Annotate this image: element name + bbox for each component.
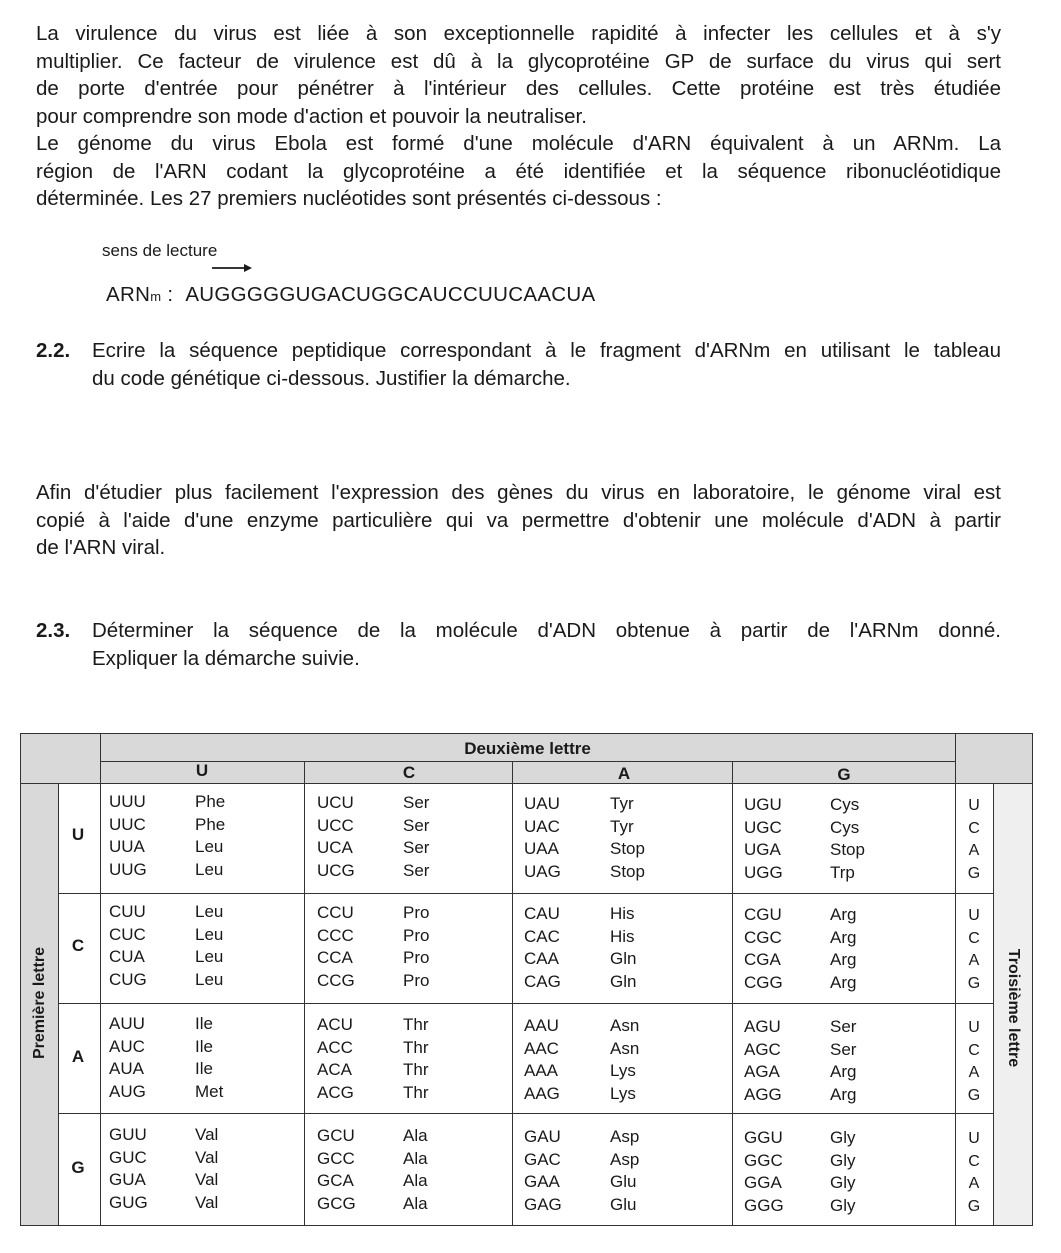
codon: GUG [109, 1192, 148, 1212]
codon-row [524, 903, 636, 926]
amino-acid: Tyr [610, 816, 634, 836]
third-letter: C [968, 929, 980, 947]
codon: CUU [109, 902, 146, 921]
codon-cell [109, 1124, 218, 1214]
codon: GUU [109, 1125, 147, 1144]
codon-row [744, 1195, 856, 1218]
second-letter-u: U [195, 761, 209, 780]
second-letter-c: C [402, 763, 416, 782]
amino-acid: Gly [830, 1150, 856, 1170]
codon-row [109, 1192, 218, 1215]
codon-row [524, 1060, 639, 1083]
arn-colon: : [161, 283, 174, 306]
codon: UAU [524, 794, 560, 813]
amino-acid: Gln [610, 949, 637, 968]
codon-cell [317, 1014, 429, 1104]
codon: AUC [109, 1036, 145, 1056]
amino-acid: Arg [830, 950, 857, 969]
amino-acid: Arg [830, 1062, 857, 1081]
codon-row [744, 972, 856, 995]
codon: UGG [744, 862, 783, 882]
amino-acid: Leu [195, 859, 224, 879]
codon: GCU [317, 1126, 355, 1145]
third-letter: A [968, 842, 980, 859]
codon-cell [109, 901, 223, 991]
codon: AAG [524, 1083, 560, 1103]
intro-line: multiplier. Ce facteur de virulence est dû à la glycoprotéine GP de surface du virus qui sert [36, 49, 1001, 73]
codon: UUG [109, 859, 147, 879]
third-letter: G [967, 1086, 981, 1104]
second-letter-header: Deuxième lettre [464, 739, 591, 758]
codon: GUC [109, 1147, 147, 1167]
amino-acid: Glu [610, 1194, 637, 1214]
amino-acid: Ala [403, 1148, 428, 1168]
codon: CCC [317, 925, 354, 945]
codon: UGA [744, 840, 781, 859]
third-letter: C [968, 819, 980, 837]
amino-acid: Ala [403, 1193, 428, 1213]
codon: UUC [109, 814, 146, 834]
intro-line: région de l'ARN codant la glycoprotéine a été identifiée et la séquence ribonucléotidique [36, 159, 1001, 183]
codon: AUG [109, 1081, 146, 1101]
codon-row [524, 793, 645, 816]
codon-row [317, 1125, 428, 1148]
third-letter: C [968, 1152, 980, 1170]
amino-acid: Arg [830, 972, 857, 992]
codon-row [109, 1124, 218, 1147]
amino-acid: Thr [403, 1015, 429, 1034]
amino-acid: Pro [403, 903, 430, 922]
intro-line: La virulence du virus est liée à son exceptionnelle rapidité à infecter les cellules et à s'y [36, 22, 1001, 45]
codon: CGU [744, 905, 782, 924]
codon: CGG [744, 972, 783, 992]
amino-acid: Glu [610, 1172, 637, 1191]
third-letter: G [967, 974, 981, 992]
amino-acid: Val [195, 1170, 219, 1189]
codon-row [524, 1194, 639, 1217]
codon-row [317, 925, 429, 948]
amino-acid: His [610, 904, 635, 923]
codon: CAU [524, 904, 560, 923]
lab-paragraph [36, 479, 1001, 562]
codon: UCG [317, 860, 355, 880]
intro-line: Le génome du virus Ebola est formé d'une molécule d'ARN équivalent à un ARNm. La [36, 132, 1001, 155]
codon-row [109, 814, 225, 837]
amino-acid: Gly [830, 1128, 856, 1147]
codon-cell [744, 904, 856, 994]
codon: AGC [744, 1039, 781, 1059]
codon: UCU [317, 793, 354, 812]
question-line: Déterminer la séquence de la molécule d'ADN obtenue à partir de l'ARNm donné. [92, 619, 1001, 642]
third-letters [964, 795, 984, 885]
reading-direction-arrow-icon [212, 263, 252, 273]
first-letter-g: G [71, 1158, 85, 1177]
question-number: 2.3. [36, 619, 71, 642]
codon-row [317, 902, 429, 925]
amino-acid: Lys [610, 1061, 636, 1080]
amino-acid: Tyr [610, 794, 634, 813]
third-letter: U [968, 1130, 980, 1147]
first-letter-c: C [71, 936, 85, 955]
amino-acid: Gly [830, 1195, 856, 1215]
intro-line: déterminée. Les 27 premiers nucléotides sont présentés ci-dessous : [36, 187, 662, 210]
third-letter: G [967, 1197, 981, 1215]
codon-row [744, 1039, 856, 1062]
codon-row [524, 926, 636, 949]
third-letter: G [967, 864, 981, 882]
question-line: du code génétique ci-dessous. Justifier la démarche. [92, 367, 571, 390]
codon-row [524, 1015, 639, 1038]
codon-row [109, 946, 223, 969]
amino-acid: Phe [195, 792, 226, 811]
codon: CUA [109, 947, 145, 966]
amino-acid: Ser [830, 1017, 857, 1036]
arn-sequence-value: AUGGGGGUGACUGGCAUCCUUCAACUA [185, 283, 596, 306]
codon: AUA [109, 1059, 144, 1078]
second-letter-a: A [617, 764, 631, 783]
third-letter: U [968, 1019, 980, 1036]
codon-row [317, 1082, 429, 1105]
codon-row [744, 927, 856, 950]
amino-acid: Stop [610, 861, 645, 881]
amino-acid: Ala [403, 1126, 428, 1145]
amino-acid: Met [195, 1081, 224, 1101]
codon-row [317, 792, 429, 815]
first-letter-label: Première lettre [31, 946, 48, 1060]
amino-acid: Ser [403, 860, 430, 880]
codon-cell [317, 902, 429, 992]
codon: CAA [524, 949, 559, 968]
amino-acid: Arg [830, 1084, 857, 1104]
codon: AAA [524, 1061, 559, 1080]
codon-row [317, 1193, 428, 1216]
codon: AUU [109, 1014, 145, 1033]
codon: UCA [317, 838, 353, 857]
amino-acid: Pro [403, 948, 430, 967]
codon-row [109, 1147, 218, 1170]
third-letter: A [968, 952, 980, 969]
codon-row [744, 1061, 856, 1084]
codon-row [317, 1170, 428, 1193]
codon-row [744, 839, 865, 862]
codon-row [744, 1016, 856, 1039]
codon: GGG [744, 1195, 784, 1215]
codon-cell [524, 1015, 639, 1105]
codon-cell [744, 1127, 856, 1217]
codon-row [524, 1171, 639, 1194]
codon-row [317, 1059, 429, 1082]
amino-acid: Ile [195, 1014, 213, 1033]
amino-acid: Thr [403, 1082, 429, 1102]
third-letter: C [968, 1041, 980, 1059]
third-letter-label: Troisième lettre [1005, 948, 1022, 1068]
question-2-3 [36, 617, 1001, 677]
codon: UGU [744, 795, 782, 814]
amino-acid: Pro [403, 925, 430, 945]
codon-row [524, 948, 636, 971]
third-letter: A [968, 1064, 980, 1081]
arn-label: ARN [106, 283, 151, 306]
codon: GGU [744, 1128, 783, 1147]
amino-acid: Asn [610, 1016, 640, 1035]
codon: GGA [744, 1173, 782, 1192]
codon-row [317, 837, 429, 860]
amino-acid: Gly [830, 1173, 856, 1192]
codon-row [317, 947, 429, 970]
amino-acid: Val [195, 1125, 219, 1144]
codon-row [109, 901, 223, 924]
codon-row [524, 861, 645, 884]
codon-row [317, 1014, 429, 1037]
amino-acid: Val [195, 1147, 219, 1167]
codon-row [524, 1149, 639, 1172]
intro-line: de porte d'entrée pour pénétrer à l'intérieur des cellules. Cette protéine est très étudiée [36, 77, 1001, 100]
codon: GAU [524, 1127, 561, 1146]
codon-row [524, 816, 645, 839]
codon-row [744, 862, 865, 885]
codon: GAG [524, 1194, 562, 1214]
codon: GCA [317, 1171, 354, 1190]
amino-acid: His [610, 926, 635, 946]
arn-sequence [106, 283, 596, 307]
codon: GGC [744, 1150, 783, 1170]
amino-acid: Lys [610, 1083, 636, 1103]
amino-acid: Phe [195, 814, 226, 834]
codon: CGC [744, 927, 782, 947]
amino-acid: Leu [195, 947, 224, 966]
amino-acid: Asp [610, 1127, 640, 1146]
codon: CCA [317, 948, 353, 967]
codon: GAC [524, 1149, 561, 1169]
lab-line: Afin d'étudier plus facilement l'expression des gènes du virus en laboratoire, le génome viral est [36, 481, 1001, 504]
amino-acid: Ser [403, 838, 430, 857]
amino-acid: Asp [610, 1149, 640, 1169]
codon: CGA [744, 950, 781, 969]
codon: AAC [524, 1038, 559, 1058]
lab-line: de l'ARN viral. [36, 536, 166, 559]
codon: UCC [317, 815, 354, 835]
codon-cell [317, 792, 429, 882]
codon: UGC [744, 817, 782, 837]
amino-acid: Ser [830, 1039, 857, 1059]
codon: CCU [317, 903, 354, 922]
amino-acid: Asn [610, 1038, 640, 1058]
question-2-2 [36, 337, 1001, 397]
codon-row [317, 860, 429, 883]
codon: AGU [744, 1017, 781, 1036]
codon-cell [524, 793, 645, 883]
codon: UAC [524, 816, 560, 836]
codon-row [524, 971, 636, 994]
codon: CAC [524, 926, 560, 946]
codon-row [744, 949, 856, 972]
third-letter: A [968, 1175, 980, 1192]
third-letter: U [968, 797, 980, 814]
codon: AGA [744, 1062, 780, 1081]
codon-row [109, 1058, 223, 1081]
codon-cell [317, 1125, 428, 1215]
question-line: Expliquer la démarche suivie. [92, 647, 360, 670]
codon-cell [109, 791, 225, 881]
first-letter-u: U [71, 825, 85, 844]
codon-row [744, 817, 865, 840]
codon: ACG [317, 1082, 354, 1102]
codon: CAG [524, 971, 561, 991]
arn-label-subscript: m [150, 289, 162, 304]
amino-acid: Cys [830, 795, 860, 814]
codon-row [524, 1038, 639, 1061]
codon-row [109, 1169, 218, 1192]
amino-acid: Thr [403, 1037, 429, 1057]
codon-cell [524, 903, 636, 993]
intro-paragraph [36, 20, 1001, 213]
amino-acid: Thr [403, 1060, 429, 1079]
intro-line: pour comprendre son mode d'action et pouvoir la neutraliser. [36, 104, 587, 128]
codon-row [744, 904, 856, 927]
codon: UAG [524, 861, 561, 881]
genetic-code-table [20, 733, 1033, 1226]
codon: GAA [524, 1172, 560, 1191]
codon-cell [524, 1126, 639, 1216]
codon: GUA [109, 1170, 146, 1189]
codon-row [317, 970, 429, 993]
codon-row [524, 1083, 639, 1106]
codon: CUC [109, 924, 146, 944]
amino-acid: Ala [403, 1171, 428, 1190]
third-letter: U [968, 907, 980, 924]
codon-row [744, 1127, 856, 1150]
question-line: Ecrire la séquence peptidique correspondant à le fragment d'ARNm en utilisant le tableau [92, 339, 1001, 362]
amino-acid: Cys [830, 817, 860, 837]
codon-row [317, 815, 429, 838]
codon-row [109, 859, 225, 882]
amino-acid: Val [195, 1192, 219, 1212]
codon: UUU [109, 792, 146, 811]
codon: ACU [317, 1015, 353, 1034]
codon-row [109, 969, 223, 992]
codon: AGG [744, 1084, 782, 1104]
codon: ACC [317, 1037, 353, 1057]
codon-row [317, 1148, 428, 1171]
amino-acid: Ile [195, 1036, 213, 1056]
amino-acid: Leu [195, 837, 224, 856]
third-letters [964, 1128, 984, 1218]
codon: UAA [524, 839, 559, 858]
amino-acid: Leu [195, 924, 224, 944]
lab-line: copié à l'aide d'une enzyme particulière qui va permettre d'obtenir une molécule d'ADN à partir [36, 508, 1001, 532]
codon: AAU [524, 1016, 559, 1035]
amino-acid: Gln [610, 971, 637, 991]
codon-row [744, 1172, 856, 1195]
codon-row [744, 1150, 856, 1173]
codon: CCG [317, 970, 355, 990]
codon-row [744, 794, 865, 817]
codon-row [109, 1036, 223, 1059]
amino-acid: Arg [830, 927, 857, 947]
codon: GCC [317, 1148, 355, 1168]
amino-acid: Leu [195, 902, 224, 921]
reading-direction-label: sens de lecture [102, 241, 218, 260]
codon: ACA [317, 1060, 352, 1079]
amino-acid: Stop [610, 839, 645, 858]
codon-row [109, 924, 223, 947]
codon-row [317, 1037, 429, 1060]
codon-row [109, 836, 225, 859]
amino-acid: Ser [403, 793, 430, 812]
amino-acid: Leu [195, 969, 224, 989]
codon-row [524, 1126, 639, 1149]
amino-acid: Stop [830, 840, 865, 859]
codon-row [524, 838, 645, 861]
third-letters [964, 905, 984, 995]
amino-acid: Arg [830, 905, 857, 924]
third-letters [964, 1017, 984, 1107]
amino-acid: Trp [830, 862, 855, 882]
second-letter-g: G [837, 765, 851, 784]
amino-acid: Ile [195, 1059, 213, 1078]
codon-cell [744, 1016, 856, 1106]
codon: CUG [109, 969, 147, 989]
codon-cell [109, 1013, 223, 1103]
codon: GCG [317, 1193, 356, 1213]
codon-row [109, 1013, 223, 1036]
codon-cell [744, 794, 865, 884]
first-letter-a: A [71, 1047, 85, 1066]
question-number: 2.2. [36, 339, 71, 362]
codon-row [109, 791, 225, 814]
codon: UUA [109, 837, 145, 856]
amino-acid: Ser [403, 815, 430, 835]
codon-row [109, 1081, 223, 1104]
amino-acid: Pro [403, 970, 430, 990]
codon-row [744, 1084, 856, 1107]
